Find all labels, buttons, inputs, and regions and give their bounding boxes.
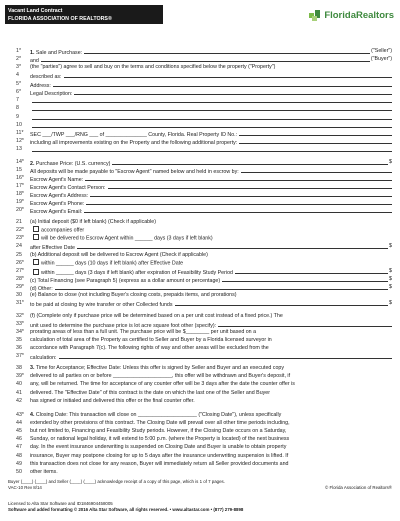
line-number: 10	[16, 122, 22, 128]
line-content: other items.	[30, 469, 58, 475]
line-content: including all improvements existing on the Property and the following additional property:	[30, 140, 238, 146]
contract-line	[0, 206, 400, 214]
line-text	[30, 145, 392, 155]
right-label: $	[389, 243, 392, 249]
line-content: (the "parties") agree to sell and buy on the terms and conditions specified below the property ("Property")	[30, 64, 276, 70]
line-content: after Effective Date	[30, 245, 75, 251]
line-content: has signed or initialed and delivered this offer or the final counter offer.	[30, 398, 195, 404]
line-number: 19*	[16, 199, 24, 205]
line-number: 34*	[16, 329, 24, 335]
contract-line	[0, 468, 400, 476]
checkbox[interactable]	[33, 259, 39, 265]
line-number: 11*	[16, 130, 24, 136]
line-content: within ______ days (3 days if left blank) after expiration of Feasibility Study Period	[41, 270, 233, 276]
section-number: 2.	[30, 161, 36, 167]
entry-blank[interactable]	[32, 121, 392, 128]
line-text	[30, 443, 392, 451]
line-content: Escrow Agent's Contact Person:	[30, 185, 106, 191]
entry-blank[interactable]	[74, 88, 392, 95]
line-content: delivered. The "Effective Date" of this contract is the date on which the last one of the Seller and Buyer	[30, 390, 271, 396]
line-text	[30, 352, 392, 362]
entry-blank[interactable]	[32, 113, 392, 120]
contract-line	[0, 380, 400, 388]
line-content: Purchase Price: (U.S. currency)	[35, 161, 111, 167]
line-content: will be delivered to Escrow Agent within ______ days (3 days if left blank)	[41, 235, 213, 242]
line-content: Legal Description:	[30, 91, 73, 97]
line-content: any, will be returned. The time for acceptance of any counter offer will be 3 days after the date the counter offer is	[30, 381, 295, 387]
entry-blank[interactable]	[112, 158, 392, 165]
checkbox[interactable]	[33, 226, 39, 232]
line-content: day. In the event insurance underwriting is suspended on Closing Date and Buyer is unable to obtain property	[30, 444, 287, 450]
checkbox[interactable]	[33, 269, 39, 275]
line-text	[30, 206, 392, 216]
line-number: 1*	[16, 48, 22, 54]
line-number: 44	[16, 420, 22, 426]
line-content: Escrow Agent's Phone:	[30, 201, 85, 207]
line-number: 4	[16, 72, 19, 78]
line-number: 41	[16, 390, 22, 396]
right-label: $	[389, 268, 392, 274]
line-number: 35	[16, 337, 22, 343]
line-number: 39*	[16, 373, 24, 379]
form-association: FLORIDA ASSOCIATION OF REALTORS®	[8, 16, 112, 22]
line-number: 49	[16, 461, 22, 467]
entry-blank[interactable]	[32, 145, 392, 152]
form-header	[0, 0, 400, 28]
line-number: 25	[16, 252, 22, 258]
line-number: 36	[16, 345, 22, 351]
entry-blank[interactable]	[239, 129, 392, 136]
line-content: Time for Acceptance; Effective Date: Unless this offer is signed by Seller and Buyer and an executed copy	[35, 365, 284, 371]
line-number: 13	[16, 146, 22, 152]
line-number: 48	[16, 453, 22, 459]
line-number: 5*	[16, 81, 22, 87]
entry-blank[interactable]	[175, 299, 392, 306]
right-label: $	[389, 159, 392, 165]
line-content: (b) Additional deposit will be delivered to Escrow Agent (Check if applicable)	[30, 252, 208, 258]
line-number: 6*	[16, 89, 22, 95]
line-content: described as:	[30, 74, 62, 80]
entry-blank[interactable]	[84, 206, 392, 213]
entry-blank[interactable]	[108, 182, 393, 189]
entry-blank[interactable]	[85, 174, 392, 181]
line-content: extended by other provisions of this contract. The Closing Date will prevail over all other time periods including,	[30, 420, 290, 426]
line-number: 45	[16, 428, 22, 434]
logo-text: FloridaRealtors	[324, 9, 394, 21]
line-number: 33*	[16, 321, 24, 327]
line-content: Sunday, or national legal holiday, it will extend to 5:00 p.m. (where the Property is located) of the next business	[30, 436, 290, 442]
line-number: 16*	[16, 175, 24, 181]
line-number: 20*	[16, 207, 24, 213]
line-number: 40	[16, 381, 22, 387]
line-content: unit used to determine the purchase price is lot acre square foot other (specify):	[30, 323, 217, 329]
contract-line	[0, 71, 400, 79]
line-number: 9	[16, 114, 19, 120]
entry-blank[interactable]	[239, 137, 392, 144]
contract-line	[0, 242, 400, 250]
line-content: (f) (Complete only if purchase price will be determined based on a per unit cost instead of a fixed price.) The	[30, 313, 283, 319]
line-number: 24	[16, 243, 22, 249]
contract-line	[0, 443, 400, 451]
right-label: $	[389, 300, 392, 306]
line-number: 12*	[16, 138, 24, 144]
contract-line	[0, 145, 400, 153]
contract-line	[0, 352, 400, 360]
line-content: accordance with Paragraph 7(c). The following rights of way and other areas will be excluded from the	[30, 345, 269, 351]
line-number: 47	[16, 444, 22, 450]
line-content: but not limited to, Financing and Feasibility Study periods. However, if the Closing Date occurs on a Saturday,	[30, 428, 287, 434]
line-content: Escrow Agent's Email:	[30, 209, 83, 215]
line-number: 32*	[16, 313, 24, 319]
line-content: this transaction does not close for any reason, Buyer will immediately return all Seller provided documents and	[30, 461, 289, 467]
line-text	[30, 299, 392, 309]
form-title: Vacant Land Contract	[8, 8, 63, 14]
line-content: SEC ___/TWP ___/RNG ___ of ______________ County, Florida. Real Property ID No.:	[30, 132, 238, 138]
line-number: 8	[16, 105, 19, 111]
line-number: 29*	[16, 284, 24, 290]
line-number: 26*	[16, 260, 24, 266]
line-content: (c) Total Financing (see Paragraph 5) (express as a dollar amount or percentage)	[30, 278, 221, 284]
entry-blank[interactable]	[84, 47, 392, 54]
line-number: 31*	[16, 300, 24, 306]
house-logo-icon	[308, 8, 322, 22]
line-content: insurance, Buyer may postpone closing for up to 5 days after the insurance underwriting suspension is lifted. If	[30, 453, 289, 459]
line-content: to be paid at closing by wire transfer or other Collected funds	[30, 302, 173, 308]
line-number: 28*	[16, 276, 24, 282]
line-number: 22*	[16, 227, 24, 233]
entry-blank[interactable]	[55, 283, 392, 290]
line-content: and	[30, 58, 39, 64]
line-content: calculation of total area of the Property as certified to Seller and Buyer by a Florida licensed surveyor in	[30, 337, 272, 343]
right-label: $	[389, 276, 392, 282]
line-content: (a) Initial deposit ($0 if left blank) (Check if applicable)	[30, 219, 157, 225]
entry-blank[interactable]	[77, 242, 392, 249]
line-content: Closing Date: This transaction will close on ____________________ ("Closing Date"), unless specifically	[35, 412, 282, 418]
line-number: 17*	[16, 183, 24, 189]
license-line: Licensed to Alta Star Software and ID1846904458005	[8, 501, 113, 506]
line-content: All deposits will be made payable to "Escrow Agent" named below and held in escrow by:	[30, 169, 239, 175]
line-number: 18*	[16, 191, 24, 197]
line-number: 30	[16, 292, 22, 298]
contract-line	[0, 299, 400, 307]
entry-blank[interactable]	[218, 320, 392, 327]
entry-blank[interactable]	[241, 166, 392, 173]
entry-blank[interactable]	[64, 71, 392, 78]
line-text	[30, 380, 392, 388]
line-content: within ______ days (10 days if left blank) after Effective Date	[41, 260, 184, 267]
section-number: 1.	[30, 50, 36, 56]
line-number: 43*	[16, 412, 24, 418]
line-content: (d) Other:	[30, 286, 53, 292]
section-number: 4.	[30, 412, 36, 418]
section-number: 3.	[30, 365, 36, 371]
software-line: Software and added formatting © 2016 Alta Star Software, all rights reserved. • www.altastar.com • (877) 279-8898	[8, 507, 244, 512]
line-number: 23*	[16, 235, 24, 241]
line-number: 3*	[16, 64, 22, 70]
line-content: Escrow Agent's Name:	[30, 177, 84, 183]
checkbox[interactable]	[33, 234, 39, 240]
line-number: 46	[16, 436, 22, 442]
entry-blank[interactable]	[90, 190, 392, 197]
line-number: 15	[16, 167, 22, 173]
entry-blank[interactable]	[59, 352, 393, 359]
contract-line	[0, 397, 400, 405]
line-number: 21	[16, 219, 22, 225]
line-content: accompanies offer	[41, 227, 85, 234]
line-number: 14*	[16, 159, 24, 165]
entry-blank[interactable]	[53, 80, 392, 87]
line-number: 37*	[16, 353, 24, 359]
right-label: ("Seller")	[371, 48, 392, 54]
line-number: 7	[16, 97, 19, 103]
entry-blank[interactable]	[86, 198, 392, 205]
florida-realtors-logo	[308, 7, 394, 23]
contract-line	[0, 104, 400, 112]
entry-blank[interactable]	[32, 104, 392, 111]
line-content: prorating areas of less than a full unit. The purchase price will be $________ per unit based on a	[30, 329, 257, 335]
line-text	[30, 468, 392, 476]
copyright: © Florida Association of Realtors®	[325, 485, 392, 490]
line-number: 2*	[16, 56, 22, 62]
entry-blank[interactable]	[41, 55, 392, 62]
initials-line: Buyer (____) (____) and Seller (____) (____) acknowledge receipt of a copy of this page, which is 1 of 7 pages.	[8, 479, 225, 484]
line-number: 42	[16, 398, 22, 404]
entry-blank[interactable]	[222, 275, 392, 282]
line-number: 50	[16, 469, 22, 475]
line-number: 38	[16, 365, 22, 371]
line-content: (e) Balance to close (not including Buyer's closing costs, prepaids items, and prorations)	[30, 292, 237, 298]
line-content: Sale and Purchase:	[35, 50, 83, 56]
line-number: 27*	[16, 268, 24, 274]
form-id: VAC-10 Rev 8/14	[8, 485, 42, 490]
entry-blank[interactable]	[235, 267, 392, 274]
right-label: ("Buyer")	[370, 56, 392, 62]
right-label: $	[389, 284, 392, 290]
line-content: delivered to all parties on or before ____________________, this offer will be withdrawn and Buyer's deposit, if	[30, 373, 291, 379]
entry-blank[interactable]	[32, 96, 392, 103]
line-content: Escrow Agent's Address:	[30, 193, 89, 199]
line-content: Address:	[30, 83, 51, 89]
form-title-box	[5, 5, 163, 24]
line-text	[30, 397, 392, 405]
line-content: calculation:	[30, 355, 57, 361]
